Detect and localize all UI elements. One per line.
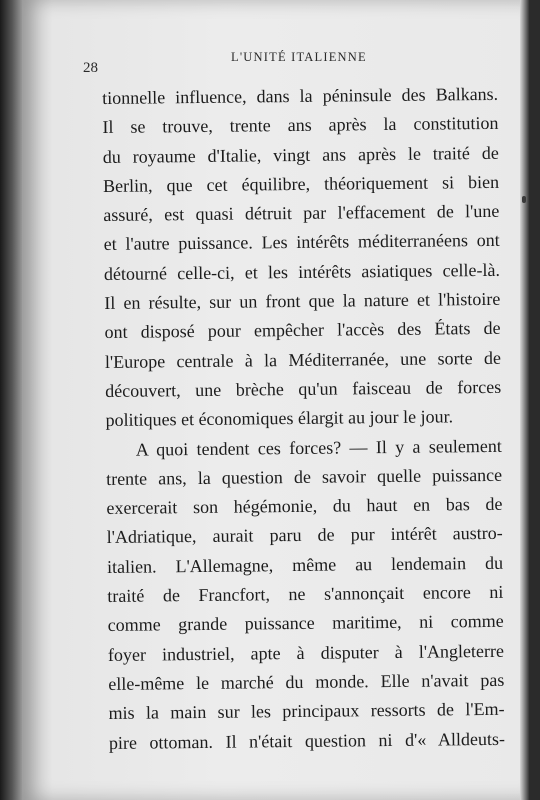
text-line: et l'autre puissance. Les intérêts méditerranéens ont: [103, 230, 500, 255]
text-line: Berlin, que cet équilibre, théoriquement si bien: [102, 171, 500, 196]
text-line: politiques et économiques élargit au jour le jour.: [105, 406, 454, 431]
running-title: L'UNITÉ ITALIENNE: [231, 50, 367, 64]
text-line: tionnelle influence, dans la péninsule des Balkans.: [102, 83, 499, 108]
text-line: l'Adriatique, aurait paru de pur intérêt austro-: [106, 523, 503, 548]
text-line: Il se trouve, trente ans après la constitution: [102, 113, 499, 138]
body-text: [102, 80, 505, 758]
text-line: détourné celle-ci, et les intérêts asiatiques celle-là.: [103, 259, 501, 284]
text-line: du royaume d'Italie, vingt ans après le traité de: [102, 142, 499, 167]
text-line: foyer industriel, apte à disputer à l'Angleterre: [107, 640, 505, 665]
page-number: 28: [83, 60, 98, 76]
page-edge: [520, 0, 530, 800]
page-header: [76, 46, 496, 76]
text-line: exercerait son hégémonie, du haut en bas de: [106, 493, 503, 519]
text-line: italien. L'Allemagne, même au lendemain du: [106, 552, 504, 577]
text-line: comme grande puissance maritime, ni comme: [107, 611, 504, 636]
text-line: traité de Francfort, ne s'annonçait encore ni: [107, 581, 504, 607]
text-line: pire ottoman. Il n'était question ni d'« Alldeuts-: [108, 728, 505, 753]
text-line: elle-même le marché du monde. Elle n'avait pas: [108, 669, 505, 694]
text-line: découvert, une brèche qu'un faisceau de forces: [105, 376, 502, 401]
text-line: assuré, est quasi détruit par l'effacement de l'une: [103, 201, 500, 226]
text-line: ont disposé pour empêcher l'accès des États de: [104, 318, 501, 343]
text-line: mis la main sur les principaux ressorts de l'Em-: [108, 699, 505, 724]
text-line: l'Europe centrale à la Méditerranée, une sorte de: [104, 347, 501, 372]
margin-ink-mark: [522, 196, 526, 203]
text-line: Il en résulte, sur un front que la nature et l'histoire: [104, 288, 501, 314]
text-line: A quoi tendent ces forces? — Il y a seulement: [135, 435, 502, 460]
text-line: trente ans, la question de savoir quelle puissance: [106, 464, 503, 489]
